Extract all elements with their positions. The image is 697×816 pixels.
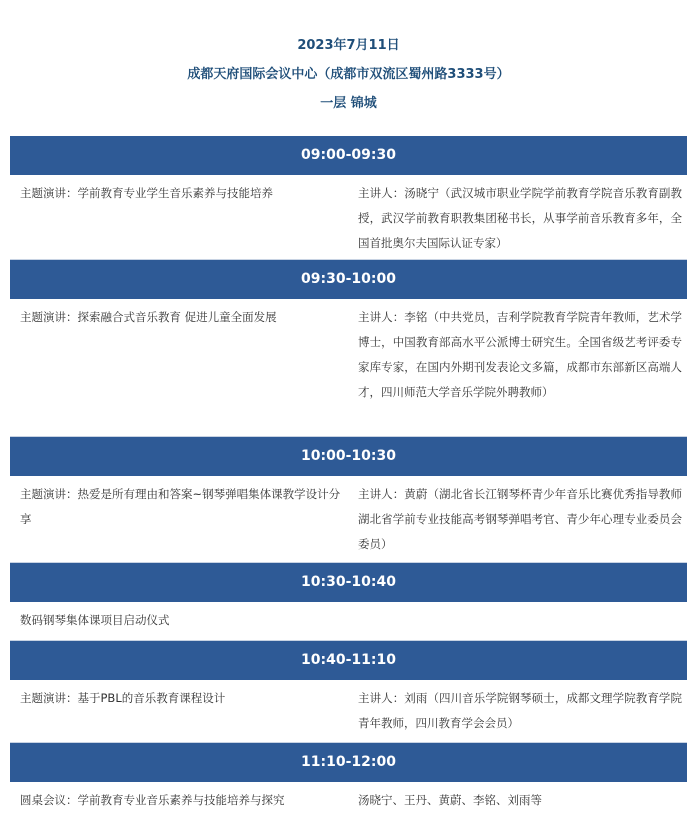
session-speaker: 主讲人：刘雨（四川音乐学院钢琴硕士，成都文理学院教育学院青年教师，四川教育学会会员）: [358, 691, 682, 730]
session-row: [10, 299, 687, 437]
time-slot-bar: 10:30-10:40: [10, 563, 687, 602]
event-date: 2023年7月11日: [297, 38, 400, 53]
session-speaker: 主讲人：汤晓宁（武汉城市职业学院学前教育学院音乐教育副教授，武汉学前教育职教集团秘书长，从事学前音乐教育多年，全国首批奥尔夫国际认证专家）: [358, 186, 682, 250]
session-topic: 数码钢琴集体课项目启动仪式: [20, 613, 170, 627]
session-topic: 主题演讲：探索融合式音乐教育 促进儿童全面发展: [20, 310, 277, 324]
time-slot-bar: 09:30-10:00: [10, 260, 687, 299]
time-slot-bar: 10:40-11:10: [10, 641, 687, 680]
event-hall: 一层 锦城: [320, 96, 377, 111]
session-speaker: 主讲人：李铭（中共党员，吉利学院教育学院青年教师，艺术学博士，中国教育部高水平公派博士研究生。全国省级艺考评委专家库专家，在国内外期刊发表论文多篇，成都市东部新区高端人才，四川师范大学音乐学院外聘教师）: [358, 310, 682, 399]
time-slot-bar: 11:10-12:00: [10, 743, 687, 782]
time-slot-bar: 09:00-09:30: [10, 136, 687, 175]
session-row: [10, 602, 687, 641]
session-topic: 圆桌会议：学前教育专业音乐素养与技能培养与探究: [20, 793, 285, 807]
session-row: [10, 782, 687, 816]
session-topic: 主题演讲：学前教育专业学生音乐素养与技能培养: [20, 186, 273, 200]
event-venue: 成都天府国际会议中心（成都市双流区蜀州路3333号）: [187, 67, 510, 82]
session-row: [10, 680, 687, 743]
time-slot-bar: 10:00-10:30: [10, 437, 687, 476]
session-topic: 主题演讲：热爱是所有理由和答案~钢琴弹唱集体课教学设计分享: [20, 487, 341, 526]
schedule-table: [10, 136, 687, 816]
session-row: [10, 175, 687, 260]
session-topic: 主题演讲：基于PBL的音乐教育课程设计: [20, 691, 226, 705]
session-speaker: 主讲人：黄蔚（湖北省长江钢琴杯青少年音乐比赛优秀指导教师湖北省学前专业技能高考钢琴弹唱考官、青少年心理专业委员会委员）: [358, 487, 682, 551]
session-row: [10, 476, 687, 563]
session-speaker: 汤晓宁、王丹、黄蔚、李铭、刘雨等: [358, 793, 542, 807]
